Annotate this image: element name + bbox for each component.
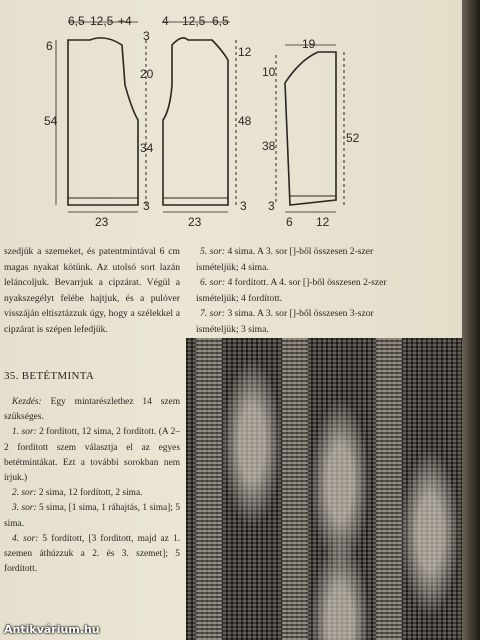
front-label-right-total: 48	[238, 114, 252, 128]
watermark: Antikvárium.hu	[4, 623, 100, 636]
pattern-schematics	[0, 0, 462, 240]
back-label-rib: 3	[143, 199, 150, 213]
back-label-inner-upper: 20	[140, 67, 154, 81]
rib-column	[282, 338, 308, 640]
section-title: 35. BETÉTMINTA	[4, 370, 95, 382]
sleeve-outline	[285, 52, 336, 205]
row-7: 7. sor: 3 sima. A 3. sor []-ből összesen 3-szor ismételjük; 3 sima.	[196, 308, 374, 335]
pattern-instructions	[4, 395, 180, 577]
back-label-top-left: 6,5	[68, 14, 85, 28]
rib-column	[196, 338, 222, 640]
lace-motif	[222, 358, 282, 528]
pattern-schematics-svg	[0, 0, 462, 240]
row-5: 5. sor: 4 sima. A 3. sor []-ből összesen 2-szer ismételjük; 4 sima.	[196, 246, 374, 273]
front-label-right-upper: 12	[238, 45, 252, 59]
sleeve-label-bottom-a: 6	[286, 215, 293, 229]
sleeve-label-left-lower: 38	[262, 139, 276, 153]
book-spine-shadow	[462, 0, 480, 640]
front-label-top-mid: 12,5	[182, 14, 206, 28]
row-2: 2. sor: 2 sima, 12 fordított, 2 sima.	[12, 488, 143, 499]
front-label-top-left: 4	[162, 14, 169, 28]
row-3: 3. sor: 5 sima, [1 sima, 1 ráhajtás, 1 sima]; 5 sima.	[4, 503, 181, 529]
row-4: 4. sor: 5 fordított, [3 fordított, majd az 1. szemen áthúzzuk a 2. és 3. szemet]; 5 fordított.	[4, 533, 180, 575]
sleeve-label-right-total: 52	[346, 131, 360, 145]
back-label-left-total: 54	[44, 114, 58, 128]
back-label-top-mid: 12,5	[90, 14, 114, 28]
row-6: 6. sor: 4 fordított. A 4. sor []-ből összesen 2-szer ismételjük; 4 fordított.	[196, 277, 387, 304]
back-label-inner-lower: 34	[140, 141, 154, 155]
continued-instructions-text: szedjük a szemeket, és patentmintával 6 cm magas nyakat kötünk. Az utolsó sort lazán leláncoljuk. Bevarrjuk a cipzárat. Végül a nyakszegélyt felébe hajtjuk, és a pulóver visszáján eltisztázzuk úgy, hogy a szélekkel a cipzárat is szépen lefedjük.	[4, 246, 180, 335]
row-1: 1. sor: 2 fordított, 12 sima, 2 fordított. (A 2–2 fordított szem választja el az egyes betétmintákat. Ezt a további sorokban nem írjuk.)	[4, 427, 181, 484]
knitted-sample-photo	[186, 338, 462, 640]
front-label-top-right: 6,5	[212, 14, 229, 28]
continued-instructions	[4, 244, 180, 337]
lace-motif	[400, 448, 460, 618]
back-piece-outline	[68, 38, 138, 205]
back-label-width: 23	[95, 215, 109, 229]
front-label-width: 23	[188, 215, 202, 229]
lace-motif	[310, 538, 370, 640]
front-piece-outline	[163, 38, 228, 205]
row-instructions-continued	[196, 244, 396, 337]
sleeve-label-left-upper: 10	[262, 65, 276, 79]
back-label-left-upper: 6	[46, 39, 53, 53]
back-label-top-right: +4	[118, 14, 132, 28]
rib-column	[376, 338, 402, 640]
intro-paragraph: Kezdés: Egy mintarészlethez 14 szem szükséges.	[4, 397, 180, 423]
sleeve-label-top: 19	[302, 37, 316, 51]
front-label-rib: 3	[240, 199, 247, 213]
sleeve-label-bottom-b: 12	[316, 215, 330, 229]
sleeve-label-rib: 3	[268, 199, 275, 213]
front-label-inner-top: 3	[143, 29, 150, 43]
